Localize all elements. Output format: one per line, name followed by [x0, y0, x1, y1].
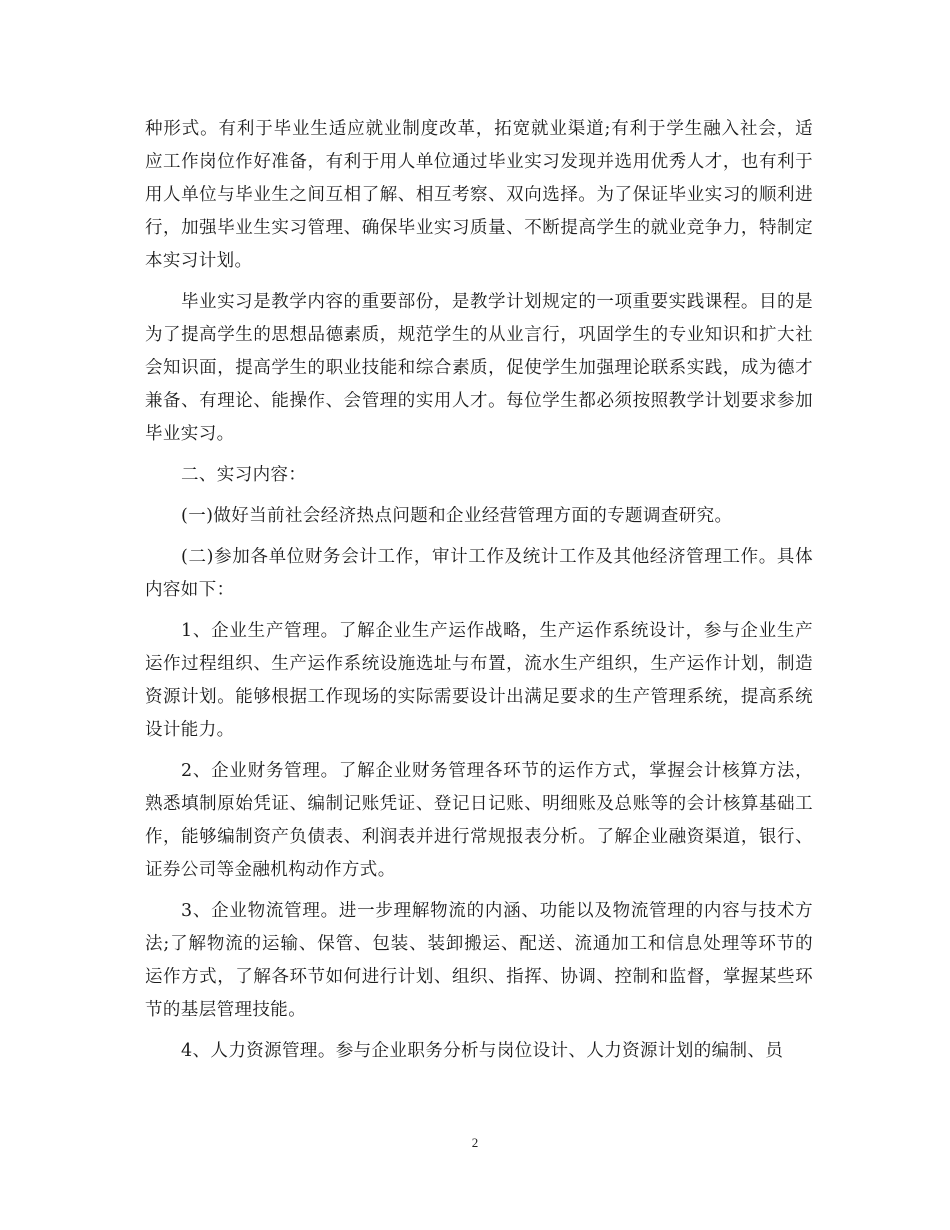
page-number: 2 [471, 1135, 479, 1150]
section-heading-internship-content: 二、实习内容： [181, 465, 307, 485]
list-item-research: (一)做好当前社会经济热点问题和企业经营管理方面的专题调查研究。 [181, 506, 733, 526]
document-body [145, 113, 813, 1068]
paragraph-internship-purpose: 毕业实习是教学内容的重要部份，是教学计划规定的一项重要实践课程。目的是为了提高学生的思想品德素质，规范学生的从业言行，巩固学生的专业知识和扩大社会知识面，提高学生的职业技能和综合素质，促使学生加强理论联系实践，成为德才兼备、有理论、能操作、会管理的实用人才。每位学生都必须按照教学计划要求参加毕业实习。 [145, 292, 813, 444]
paragraph-financial-management: 2、企业财务管理。了解企业财务管理各环节的运作方式，掌握会计核算方法，熟悉填制原始凭证、编制记账凭证、登记日记账、明细账及总账等的会计核算基础工作，能够编制资产负债表、利润表并进行常规报表分析。了解企业融资渠道，银行、证券公司等金融机构动作方式。 [145, 761, 813, 880]
paragraph-hr-management: 4、人力资源管理。参与企业职务分析与岗位设计、人力资源计划的编制、员 [181, 1041, 784, 1061]
paragraph-continuation: 种形式。有利于毕业生适应就业制度改革，拓宽就业渠道;有利于学生融入社会，适应工作岗位作好准备，有利于用人单位通过毕业实习发现并选用优秀人才，也有利于用人单位与毕业生之间互相了解、相互考察、双向选择。为了保证毕业实习的顺利进行，加强毕业生实习管理、确保毕业实习质量、不断提高学生的就业竞争力，特制定本实习计划。 [145, 119, 813, 271]
paragraph-production-management: 1、企业生产管理。了解企业生产运作战略，生产运作系统设计，参与企业生产运作过程组织、生产运作系统设施选址与布置，流水生产组织，生产运作计划，制造资源计划。能够根据工作现场的实际需要设计出满足要求的生产管理系统，提高系统设计能力。 [145, 621, 813, 740]
paragraph-logistics-management: 3、企业物流管理。进一步理解物流的内涵、功能以及物流管理的内容与技术方法;了解物流的运输、保管、包装、装卸搬运、配送、流通加工和信息处理等环节的运作方式，了解各环节如何进行计划、组织、指挥、协调、控制和监督，掌握某些环节的基层管理技能。 [145, 901, 813, 1020]
list-item-finance-work: (二)参加各单位财务会计工作，审计工作及统计工作及其他经济管理工作。具体内容如下： [145, 547, 813, 600]
